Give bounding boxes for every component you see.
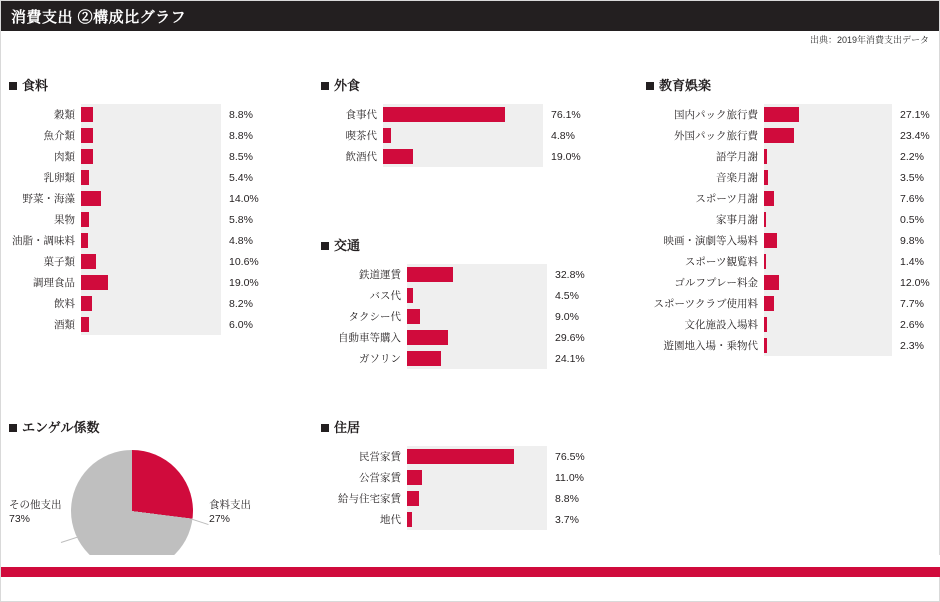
section-title-food <box>9 75 259 94</box>
bar-track <box>407 327 547 348</box>
chart-row <box>321 285 585 306</box>
bar-track <box>407 264 547 285</box>
row-value: 9.0% <box>555 310 579 323</box>
source-text: 出典：2019年消費支出データ <box>809 34 929 45</box>
row-label: 乳卵類 <box>43 172 75 184</box>
chart-row <box>321 488 585 509</box>
chart-row <box>321 348 585 369</box>
bar <box>764 107 799 122</box>
bar-track <box>383 125 543 146</box>
row-label: 果物 <box>54 214 75 226</box>
bar <box>764 338 767 353</box>
section-title-engel-text: エンゲル係数 <box>22 420 100 435</box>
row-value: 4.8% <box>229 234 253 247</box>
chart-row <box>321 327 585 348</box>
bar <box>407 512 412 527</box>
bar <box>383 149 413 164</box>
chart-section-transport <box>321 235 585 369</box>
row-value: 7.6% <box>900 192 924 205</box>
bar <box>81 317 89 332</box>
chart-row <box>646 104 930 125</box>
row-value: 0.5% <box>900 213 924 226</box>
chart-row <box>646 209 930 230</box>
bar <box>407 330 448 345</box>
row-label: 喫茶代 <box>345 130 377 142</box>
row-label: 野菜・海藻 <box>22 193 75 205</box>
chart-row <box>646 230 930 251</box>
chart-row <box>9 251 259 272</box>
pie-label-food-name: 食料支出 <box>209 499 251 511</box>
bar <box>81 296 92 311</box>
chart-section-eatout <box>321 75 581 167</box>
bar-track <box>407 306 547 327</box>
bar <box>407 449 514 464</box>
bar-track <box>383 104 543 125</box>
chart-row <box>321 467 585 488</box>
bar-track <box>81 272 221 293</box>
chart-row <box>646 125 930 146</box>
bar-track <box>407 446 547 467</box>
row-label: ゴルフプレー料金 <box>674 277 758 289</box>
bar-track <box>407 509 547 530</box>
bar-track <box>764 293 892 314</box>
pie-label-food <box>209 498 251 526</box>
row-label: 文化施設入場料 <box>684 319 758 331</box>
row-value: 24.1% <box>555 352 585 365</box>
chart-row <box>9 125 259 146</box>
page-header <box>1 1 939 31</box>
section-title-engel <box>9 417 309 436</box>
section-title-housing-text: 住居 <box>334 420 361 435</box>
chart-row <box>9 314 259 335</box>
row-value: 2.3% <box>900 339 924 352</box>
row-value: 8.8% <box>229 108 253 121</box>
row-value: 5.4% <box>229 171 253 184</box>
row-value: 8.8% <box>555 492 579 505</box>
row-value: 19.0% <box>229 276 259 289</box>
row-label: スポーツ観覧料 <box>684 256 758 268</box>
square-bullet-icon <box>646 82 654 90</box>
square-bullet-icon <box>321 82 329 90</box>
chart-row <box>9 146 259 167</box>
bar-track <box>81 251 221 272</box>
bar <box>764 212 766 227</box>
row-value: 23.4% <box>900 129 930 142</box>
row-label: 民営家賃 <box>359 451 401 463</box>
row-value: 2.2% <box>900 150 924 163</box>
bar-chart-eatout <box>321 104 581 167</box>
bar-track <box>407 488 547 509</box>
bar <box>81 170 89 185</box>
bar <box>407 470 422 485</box>
row-value: 27.1% <box>900 108 930 121</box>
chart-row <box>321 125 581 146</box>
bar-track <box>407 285 547 306</box>
row-label: 穀類 <box>54 109 75 121</box>
bar-track <box>764 104 892 125</box>
row-label: タクシー代 <box>348 311 401 323</box>
bar <box>407 288 413 303</box>
row-label: 自動車等購入 <box>338 332 401 344</box>
chart-row <box>646 188 930 209</box>
row-label: 映画・演劇等入場料 <box>663 235 758 247</box>
bar-track <box>383 146 543 167</box>
row-value: 7.7% <box>900 297 924 310</box>
chart-row <box>646 146 930 167</box>
row-label: 給与住宅家賃 <box>338 493 401 505</box>
bar <box>764 296 774 311</box>
chart-row <box>9 167 259 188</box>
footer-accent-bar <box>1 567 940 577</box>
bar <box>764 128 794 143</box>
row-value: 3.5% <box>900 171 924 184</box>
footer-spacer <box>1 555 940 567</box>
chart-row <box>646 314 930 335</box>
bar <box>407 491 419 506</box>
section-title-housing <box>321 417 585 436</box>
row-value: 32.8% <box>555 268 585 281</box>
row-value: 10.6% <box>229 255 259 268</box>
row-value: 2.6% <box>900 318 924 331</box>
section-title-eatout <box>321 75 581 94</box>
bar-track <box>764 272 892 293</box>
chart-row <box>321 146 581 167</box>
page-title: 消費支出 ②構成比グラフ <box>11 8 187 26</box>
bar-track <box>764 314 892 335</box>
row-label: 音楽月謝 <box>716 172 758 184</box>
section-title-transport-text: 交通 <box>334 238 361 253</box>
chart-row <box>321 509 585 530</box>
row-label: 食事代 <box>345 109 377 121</box>
section-title-education-text: 教育娯楽 <box>659 78 712 93</box>
chart-row <box>9 104 259 125</box>
row-label: 魚介類 <box>43 130 75 142</box>
chart-row <box>646 293 930 314</box>
row-label: 語学月謝 <box>716 151 758 163</box>
square-bullet-icon <box>321 242 329 250</box>
chart-section-housing <box>321 417 585 530</box>
bar-track <box>81 167 221 188</box>
bar <box>383 128 391 143</box>
section-title-education <box>646 75 930 94</box>
chart-row <box>321 264 585 285</box>
chart-row <box>9 188 259 209</box>
pie-label-other-name: その他支出 <box>9 499 62 511</box>
bar-track <box>764 188 892 209</box>
row-value: 9.8% <box>900 234 924 247</box>
bar-track <box>407 348 547 369</box>
row-value: 5.8% <box>229 213 253 226</box>
row-value: 11.0% <box>555 471 584 484</box>
row-value: 4.8% <box>551 129 575 142</box>
chart-section-education <box>646 75 930 356</box>
chart-row <box>646 251 930 272</box>
bar-track <box>81 104 221 125</box>
bar-track <box>81 146 221 167</box>
bar <box>81 191 101 206</box>
bar <box>764 317 767 332</box>
chart-row <box>321 446 585 467</box>
bar <box>81 149 93 164</box>
row-value: 12.0% <box>900 276 930 289</box>
bar <box>81 275 108 290</box>
bar-track <box>81 314 221 335</box>
section-title-food-text: 食料 <box>22 78 49 93</box>
row-label: 調理食品 <box>33 277 75 289</box>
bar <box>81 254 96 269</box>
bar-track <box>81 230 221 251</box>
row-value: 3.7% <box>555 513 579 526</box>
row-label: 外国パック旅行費 <box>674 130 758 142</box>
bar <box>81 233 88 248</box>
row-label: スポーツ月謝 <box>695 193 758 205</box>
chart-row <box>321 306 585 327</box>
bar <box>764 254 766 269</box>
bar-track <box>81 209 221 230</box>
bar <box>407 267 453 282</box>
bar-track <box>764 209 892 230</box>
pie-label-other <box>9 498 62 526</box>
chart-row <box>646 272 930 293</box>
bar-track <box>81 125 221 146</box>
pie-label-other-pct: 73% <box>9 513 31 525</box>
row-label: バス代 <box>369 290 401 302</box>
bar-chart-housing <box>321 446 585 530</box>
row-label: ガソリン <box>359 353 401 365</box>
bar-chart-transport <box>321 264 585 369</box>
bar <box>81 128 93 143</box>
row-label: 酒類 <box>54 319 75 331</box>
bar <box>764 191 774 206</box>
chart-row <box>9 209 259 230</box>
pie-label-food-pct: 27% <box>209 513 231 525</box>
bar-track <box>407 467 547 488</box>
bar <box>764 233 777 248</box>
source-row <box>1 31 939 47</box>
bar <box>81 107 93 122</box>
bar <box>764 170 768 185</box>
row-label: 菓子類 <box>43 256 75 268</box>
bar-track <box>764 251 892 272</box>
row-value: 8.8% <box>229 129 253 142</box>
row-label: 地代 <box>380 514 401 526</box>
row-value: 6.0% <box>229 318 253 331</box>
bar-track <box>764 125 892 146</box>
bar-chart-education <box>646 104 930 356</box>
row-label: 油脂・調味料 <box>12 235 75 247</box>
row-label: スポーツクラブ使用料 <box>653 298 758 310</box>
chart-row <box>9 272 259 293</box>
row-value: 29.6% <box>555 331 585 344</box>
chart-section-food <box>9 75 259 335</box>
row-label: 公営家賃 <box>359 472 401 484</box>
row-label: 国内パック旅行費 <box>674 109 758 121</box>
row-value: 8.2% <box>229 297 253 310</box>
bar <box>407 351 441 366</box>
bar-track <box>81 188 221 209</box>
row-label: 家事月謝 <box>716 214 758 226</box>
bar-track <box>764 167 892 188</box>
row-label: 飲料 <box>54 298 75 310</box>
bar-track <box>764 335 892 356</box>
row-value: 8.5% <box>229 150 253 163</box>
row-label: 飲酒代 <box>345 151 377 163</box>
row-label: 遊園地入場・乗物代 <box>663 340 758 352</box>
chart-row <box>321 104 581 125</box>
row-value: 1.4% <box>900 255 924 268</box>
square-bullet-icon <box>9 424 17 432</box>
bar <box>383 107 505 122</box>
section-title-eatout-text: 外食 <box>334 78 361 93</box>
bar <box>81 212 89 227</box>
charts-canvas <box>1 47 940 577</box>
row-label: 鉄道運賃 <box>359 269 401 281</box>
chart-row <box>9 293 259 314</box>
square-bullet-icon <box>9 82 17 90</box>
chart-row <box>646 167 930 188</box>
row-value: 4.5% <box>555 289 579 302</box>
row-value: 14.0% <box>229 192 259 205</box>
bar-track <box>764 230 892 251</box>
chart-row <box>9 230 259 251</box>
square-bullet-icon <box>321 424 329 432</box>
chart-row <box>646 335 930 356</box>
row-value: 76.5% <box>555 450 585 463</box>
bar <box>407 309 420 324</box>
section-title-transport <box>321 235 585 254</box>
bar-track <box>764 146 892 167</box>
pie-graphic <box>71 450 193 572</box>
row-value: 19.0% <box>551 150 581 163</box>
bar <box>764 149 767 164</box>
row-value: 76.1% <box>551 108 581 121</box>
bar-chart-food <box>9 104 259 335</box>
bar-track <box>81 293 221 314</box>
bar <box>764 275 779 290</box>
row-label: 肉類 <box>54 151 75 163</box>
